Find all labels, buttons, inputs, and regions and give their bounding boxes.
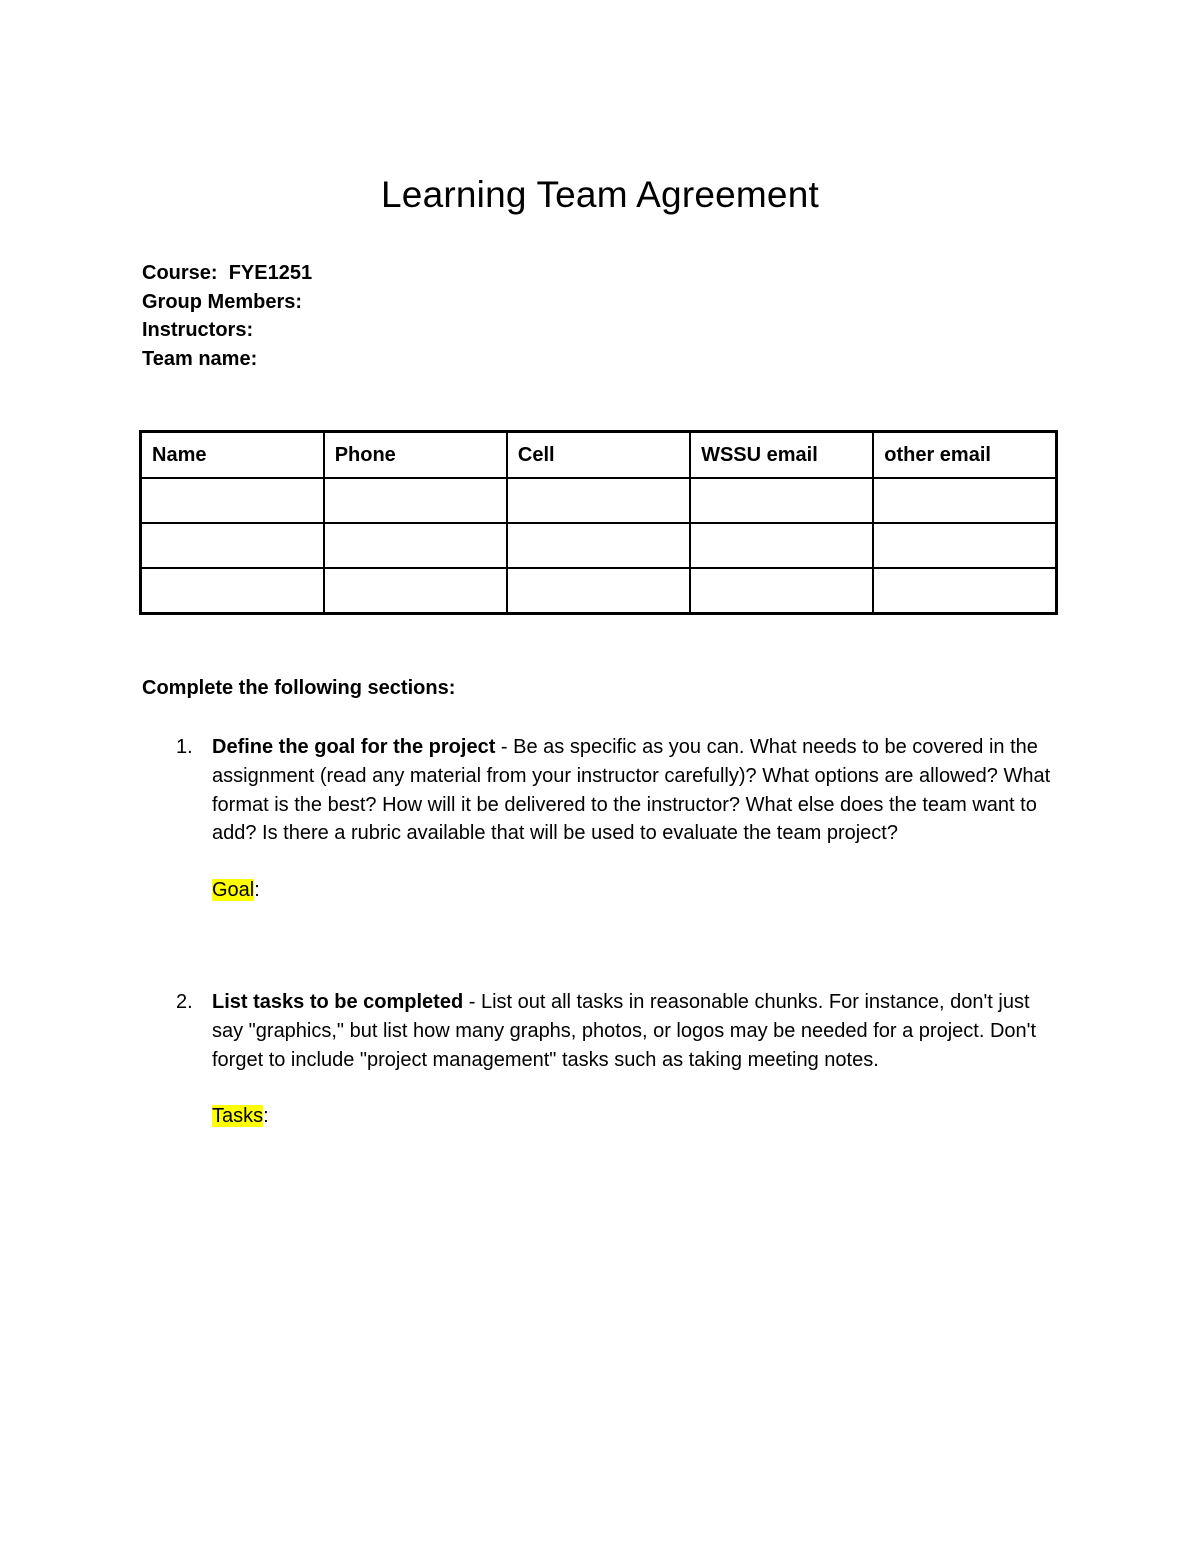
- instructions-heading: Complete the following sections:: [142, 677, 456, 699]
- section-lead: List tasks to be completed: [212, 991, 464, 1013]
- section-lead: Define the goal for the project: [212, 736, 496, 758]
- list-number: 1.: [176, 736, 193, 758]
- course-line: [142, 259, 312, 288]
- tasks-label: Tasks: [212, 1105, 264, 1128]
- table-cell[interactable]: [690, 523, 873, 568]
- instructors-label: Instructors:: [142, 319, 254, 341]
- table-cell[interactable]: [873, 478, 1056, 523]
- list-number: 2.: [176, 991, 193, 1013]
- column-header-other-email: other email: [873, 432, 1056, 479]
- column-header-name: Name: [141, 432, 324, 479]
- table-cell[interactable]: [141, 478, 324, 523]
- table-cell[interactable]: [141, 568, 324, 614]
- column-header-wssu-email: WSSU email: [690, 432, 873, 479]
- table-row: [141, 568, 1057, 614]
- group-members-label: Group Members:: [142, 290, 303, 313]
- section-separator: -: [463, 991, 481, 1013]
- table-cell[interactable]: [507, 523, 690, 568]
- section-text: Be as specific as you can. What needs to be covered in the assignment (read any material from your instructor carefully)? What options are allowed? What format is the best? How will it be delivered to the instructor? What else does the team want to add? Is there a rubric available that will be used to evaluate the team project?: [212, 736, 1051, 845]
- section-separator: -: [495, 736, 514, 758]
- table-cell[interactable]: [873, 523, 1056, 568]
- table-cell[interactable]: [324, 478, 507, 523]
- table-cell[interactable]: [690, 478, 873, 523]
- contacts-table: [139, 430, 1058, 615]
- team-name-label: Team name:: [142, 347, 258, 370]
- page-title: Learning Team Agreement: [381, 174, 819, 215]
- table-cell[interactable]: [141, 523, 324, 568]
- table-row: [141, 523, 1057, 568]
- column-header-cell: Cell: [507, 432, 690, 479]
- table-cell[interactable]: [507, 568, 690, 614]
- table-row: [141, 478, 1057, 523]
- goal-answer[interactable]: [212, 876, 1062, 905]
- section-body: [212, 733, 1062, 905]
- course-label: Course:: [142, 262, 218, 284]
- goal-colon: :: [254, 879, 260, 902]
- table-cell[interactable]: [324, 568, 507, 614]
- goal-label: Goal: [212, 879, 255, 902]
- course-value: FYE1251: [228, 262, 313, 284]
- tasks-answer[interactable]: [212, 1102, 1062, 1131]
- table-cell[interactable]: [507, 478, 690, 523]
- section-text: List out all tasks in reasonable chunks. For instance, don't just say "graphics," but list how many graphs, photos, or logos may be needed for a project. Don't forget to include "project management" tasks such as taking meeting notes.: [212, 991, 1037, 1071]
- document-meta: [142, 259, 312, 373]
- section-body: [212, 988, 1062, 1131]
- table-header-row: [141, 432, 1057, 479]
- tasks-colon: :: [263, 1105, 269, 1128]
- table-cell[interactable]: [690, 568, 873, 614]
- column-header-phone: Phone: [324, 432, 507, 479]
- table-cell[interactable]: [324, 523, 507, 568]
- table-cell[interactable]: [873, 568, 1056, 614]
